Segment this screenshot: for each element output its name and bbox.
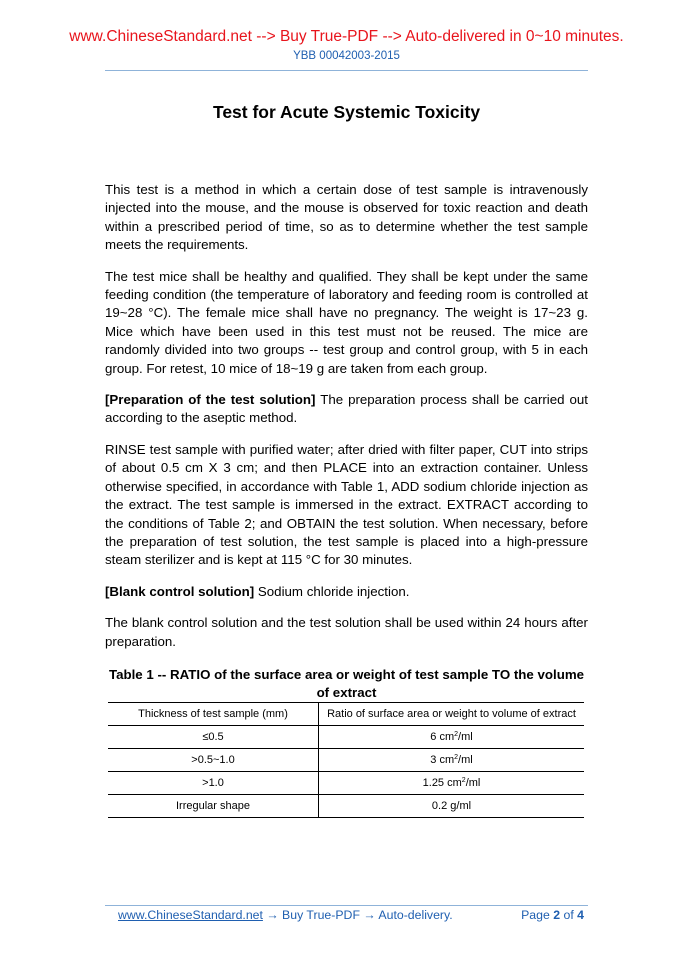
document-body bbox=[105, 181, 588, 664]
table-cell-thickness: >1.0 bbox=[108, 772, 319, 795]
table-header-ratio: Ratio of surface area or weight to volume of extract bbox=[319, 703, 585, 726]
table-cell-ratio: 3 $cm^2/ml$ bbox=[319, 749, 585, 772]
table-row bbox=[108, 795, 584, 818]
footer-divider bbox=[105, 905, 588, 906]
current-page: 2 bbox=[553, 908, 561, 922]
table1-caption: Table 1 -- RATIO of the surface area or weight of test sample TO the volume of extract bbox=[108, 667, 585, 700]
table-cell-ratio: 6 $cm^2/ml$ bbox=[319, 726, 585, 749]
table-row bbox=[108, 726, 584, 749]
preparation-heading: [Preparation of the test solution] bbox=[105, 392, 316, 408]
promo-banner[interactable]: www.ChineseStandard.net --> Buy True-PDF --> Auto-delivered in 0~10 minutes. bbox=[69, 28, 624, 45]
table-row bbox=[108, 749, 584, 772]
total-pages: 4 bbox=[577, 908, 584, 922]
table-cell-ratio: 0.2 g/ml bbox=[319, 795, 585, 818]
table-cell-thickness: Irregular shape bbox=[108, 795, 319, 818]
table-cell-thickness: ≤0.5 bbox=[108, 726, 319, 749]
footer-link[interactable]: www.ChineseStandard.net bbox=[118, 908, 263, 922]
table1 bbox=[108, 702, 584, 818]
table-header-thickness: Thickness of test sample (mm) bbox=[108, 703, 319, 726]
paragraph-preparation bbox=[105, 391, 588, 428]
table-cell-thickness: >0.5~1.0 bbox=[108, 749, 319, 772]
blank-control-heading: [Blank control solution] bbox=[105, 583, 255, 599]
footer-text: → Buy True-PDF → Auto-delivery. bbox=[262, 908, 453, 922]
table-cell-ratio: 1.25 $cm^2/ml$ bbox=[319, 772, 585, 795]
paragraph-procedure: RINSE test sample with purified water; after dried with filter paper, CUT into strips of about 0.5 cm X 3 cm; and then PLACE into an extraction container. Unless otherwise specified, in accordance with Table 1, ADD sodium chloride injection as the extract. The test sample is immersed in the extract. EXTRACT according to the conditions of Table 2; and OBTAIN the test solution. When necessary, before the preparation of test solution, the test sample is placed into a high-pressure steam sterilizer and is kept at 115 °C for 30 minutes. bbox=[105, 441, 588, 568]
table-header-row bbox=[108, 703, 584, 726]
standard-code: YBB 00042003-2015 bbox=[293, 50, 400, 62]
paragraph-intro: This test is a method in which a certain dose of test sample is intravenously injected into the mouse, and the mouse is observed for toxic reaction and death within a prescribed period of time, so as to determine whether the test sample meets the requirements. bbox=[105, 182, 588, 253]
table-row bbox=[108, 772, 584, 795]
page-footer bbox=[118, 908, 588, 922]
header-divider bbox=[105, 70, 588, 71]
paragraph-usage-time: The blank control solution and the test solution shall be used within 24 hours after preparation. bbox=[105, 615, 588, 649]
paragraph-test-mice: The test mice shall be healthy and qualified. They shall be kept under the same feeding condition (the temperature of laboratory and feeding room is controlled at 19~28 °C). The female mice shall have no pregnancy. The weight is 17~23 g. Mice which have been used in this test must not be reused. The mice are randomly divided into two groups -- test group and control group, with 5 in each group. For retest, 10 mice of 18~19 g are taken from each group. bbox=[105, 268, 588, 376]
page-number: Page 2 of 4 bbox=[521, 908, 584, 922]
blank-control-text: Sodium chloride injection. bbox=[254, 583, 410, 599]
document-title: Test for Acute Systemic Toxicity bbox=[212, 102, 481, 122]
paragraph-blank-control bbox=[105, 583, 588, 601]
preparation-text: The preparation process shall be carried out according to the aseptic method. bbox=[105, 392, 588, 426]
